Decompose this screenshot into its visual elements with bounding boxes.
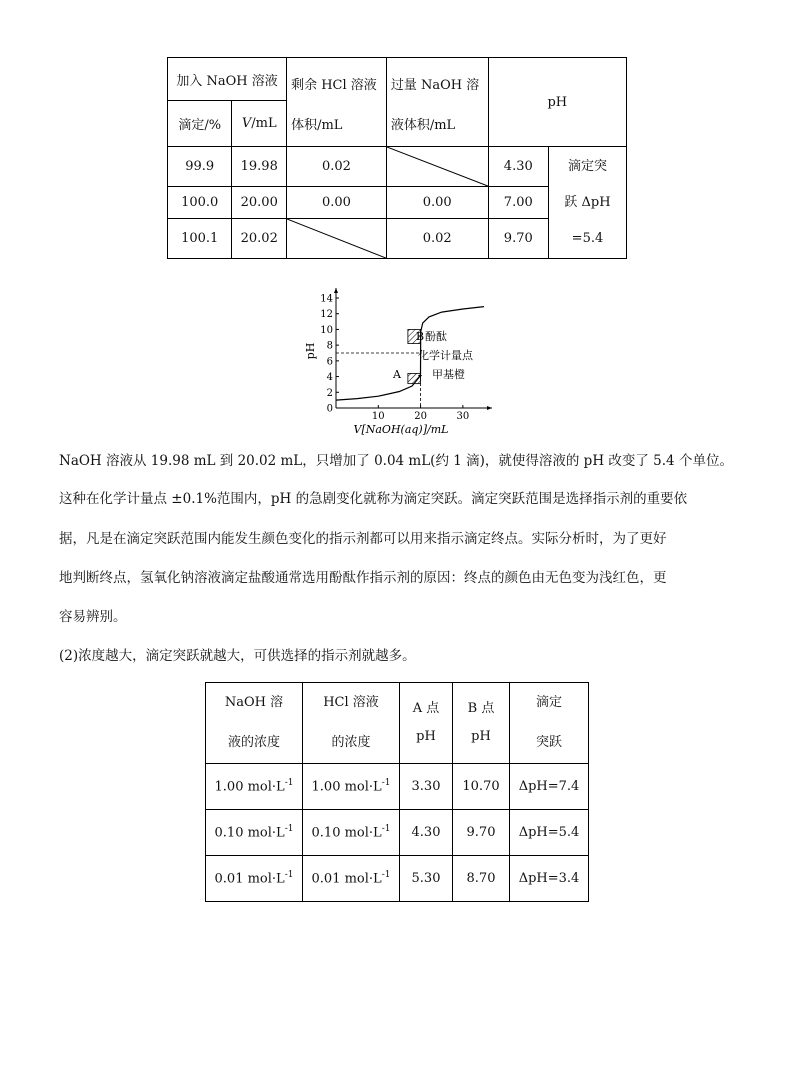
cell-a-ph: 3.30: [400, 764, 453, 810]
conc-value: 0.10 mol·L: [311, 825, 382, 841]
header-hcl-conc-l1: HCl 溶液: [323, 695, 379, 710]
paragraph-2: 这种在化学计量点 ±0.1%范围内，pH 的急剧变化就称为滴定突跃。滴定突跃范围是选择指示剂的重要依: [59, 491, 688, 507]
titration-data-table: [167, 57, 627, 259]
cell-naoh-conc: [206, 810, 303, 856]
cell-naoh-conc: [206, 764, 303, 810]
y-tick-label: 4: [326, 372, 333, 384]
header-naoh-conc: [206, 683, 303, 764]
cell-ph: 9.70: [488, 219, 548, 259]
y-tick-label: 12: [320, 309, 333, 321]
x-tick-label: 10: [371, 411, 385, 422]
y-tick-label: 14: [320, 293, 333, 305]
y-tick-label: 6: [326, 356, 333, 368]
cell-jump: ΔpH=7.4: [510, 764, 589, 810]
cell-b-ph: 10.70: [453, 764, 510, 810]
cell-naoh-conc: [206, 856, 303, 902]
concentration-table: [205, 682, 589, 902]
conc-exponent: -1: [284, 870, 294, 881]
cell-hcl-conc: [303, 764, 400, 810]
conc-exponent: -1: [381, 870, 391, 881]
header-jump-l2: 突跃: [535, 735, 562, 750]
cell-naoh: 0.00: [386, 187, 488, 219]
header-jump: [510, 683, 589, 764]
cell-naoh-empty: [386, 147, 488, 187]
paragraph-4: 地判断终点，氢氧化钠溶液滴定盐酸通常选用酚酞作指示剂的原因：终点的颜色由无色变为浅红色，更: [59, 570, 667, 586]
annotation-a: A: [393, 368, 401, 381]
titration-curve-chart: [300, 286, 500, 442]
conc-exponent: -1: [284, 824, 294, 835]
cell-ph: 4.30: [488, 147, 548, 187]
paragraph-3: 据，凡是在滴定突跃范围内能发生颜色变化的指示剂都可以用来指示滴定终点。实际分析时，为了更好: [59, 531, 667, 547]
cell-naoh: 0.02: [386, 219, 488, 259]
header-titration-pct: 滴定/%: [168, 101, 232, 147]
paragraph-6: (2)浓度越大，滴定突跃就越大，可供选择的指示剂就越多。: [59, 648, 416, 664]
cell-b-ph: 8.70: [453, 856, 510, 902]
cell-jump: ΔpH=5.4: [510, 810, 589, 856]
header-b-ph-l2: pH: [471, 729, 491, 744]
cell-pct: 99.9: [168, 147, 232, 187]
y-tick-label: 8: [326, 340, 333, 352]
conc-exponent: -1: [381, 778, 391, 789]
y-tick-label: 10: [320, 324, 333, 336]
x-tick-label: 30: [456, 411, 470, 422]
titration-curve-svg: [300, 286, 500, 438]
header-ph: pH: [488, 58, 626, 147]
header-b-ph: [453, 683, 510, 764]
cell-a-ph: 4.30: [400, 810, 453, 856]
cell-hcl-conc: [303, 856, 400, 902]
header-a-ph-l2: pH: [416, 729, 436, 744]
header-volume: V/mL: [232, 101, 287, 147]
conc-value: 1.00 mol·L: [311, 779, 382, 795]
conc-value: 1.00 mol·L: [214, 779, 285, 795]
header-hcl-conc-l2: 的浓度: [331, 735, 371, 750]
cell-volume: 19.98: [232, 147, 287, 187]
header-naoh-conc-l2: 液的浓度: [227, 735, 280, 750]
header-remaining-hcl: [287, 58, 387, 147]
paragraph-1: NaOH 溶液从 19.98 mL 到 20.02 mL，只增加了 0.04 mL(约 1 滴)，就使得溶液的 pH 改变了 5.4 个单位。: [59, 453, 733, 469]
header-remaining-hcl-l2: 体积/mL: [291, 118, 343, 133]
conc-exponent: -1: [284, 778, 294, 789]
x-tick-label: 20: [414, 411, 427, 422]
cell-volume: 20.02: [232, 219, 287, 259]
header-hcl-conc: [303, 683, 400, 764]
header-jump-l1: 滴定: [535, 695, 562, 710]
header-b-ph-l1: B 点: [467, 701, 495, 716]
cell-hcl: 0.02: [287, 147, 387, 187]
cell-a-ph: 5.30: [400, 856, 453, 902]
annotation-b: B: [416, 330, 425, 343]
cell-hcl: 0.00: [287, 187, 387, 219]
y-axis-label: pH: [304, 342, 317, 360]
cell-jump: ΔpH=3.4: [510, 856, 589, 902]
paragraph-5: 容易辨别。: [59, 609, 127, 625]
jump-l3: =5.4: [571, 230, 604, 246]
jump-l1: 滴定突: [567, 158, 607, 174]
cell-volume: 20.00: [232, 187, 287, 219]
cell-ph: 7.00: [488, 187, 548, 219]
x-axis-label: V[NaOH(aq)]/mL: [353, 423, 449, 436]
header-a-ph: [400, 683, 453, 764]
cell-pct: 100.0: [168, 187, 232, 219]
conc-value: 0.01 mol·L: [311, 871, 382, 887]
y-axis-arrow: [334, 288, 338, 293]
header-excess-naoh-l2: 液体积/mL: [390, 118, 456, 133]
cell-hcl-conc: [303, 810, 400, 856]
header-excess-naoh-l1: 过量 NaOH 溶: [390, 78, 480, 93]
annotation-methyl-orange: 甲基橙: [432, 368, 465, 381]
header-add-naoh: 加入 NaOH 溶液: [168, 58, 287, 101]
annotation-equivalence-point: 化学计量点: [418, 349, 473, 362]
conc-value: 0.01 mol·L: [214, 871, 285, 887]
cell-hcl-empty: [287, 219, 387, 259]
conc-value: 0.10 mol·L: [214, 825, 285, 841]
conc-exponent: -1: [381, 824, 391, 835]
x-axis-arrow: [487, 406, 492, 410]
jump-l2: 跃 ΔpH: [564, 194, 611, 210]
cell-b-ph: 9.70: [453, 810, 510, 856]
cell-jump: [548, 147, 626, 259]
annotation-phenolphthalein: 酚酞: [425, 330, 447, 343]
y-tick-label: 2: [326, 387, 333, 399]
y-tick-label: 0: [326, 403, 333, 415]
cell-pct: 100.1: [168, 219, 232, 259]
header-remaining-hcl-l1: 剩余 HCl 溶液: [291, 78, 377, 93]
header-excess-naoh: [386, 58, 488, 147]
header-a-ph-l1: A 点: [412, 701, 440, 716]
header-naoh-conc-l1: NaOH 溶: [224, 695, 284, 710]
